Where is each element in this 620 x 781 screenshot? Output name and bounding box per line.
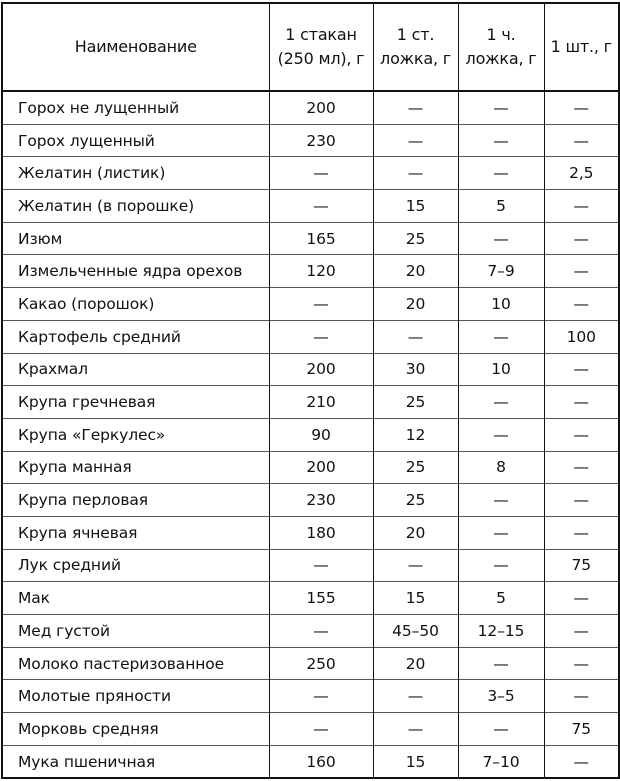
teaspoon-value: — — [458, 516, 544, 549]
piece-value: — — [544, 91, 619, 124]
item-name: Измельченные ядра орехов — [2, 255, 269, 288]
tablespoon-value: — — [373, 320, 458, 353]
piece-value: — — [544, 615, 619, 648]
teaspoon-value: — — [458, 124, 544, 157]
table-row — [2, 484, 619, 517]
tablespoon-value: — — [373, 157, 458, 190]
tablespoon-value: 25 — [373, 386, 458, 419]
header-name: Наименование — [2, 3, 269, 91]
item-name: Крупа манная — [2, 451, 269, 484]
header-teaspoon: 1 ч. ложка, г — [458, 3, 544, 91]
glass-value: — — [269, 320, 373, 353]
table-row — [2, 288, 619, 321]
table-row — [2, 418, 619, 451]
tablespoon-value: 15 — [373, 190, 458, 223]
tablespoon-value: 15 — [373, 582, 458, 615]
piece-value: — — [544, 288, 619, 321]
piece-value: — — [544, 680, 619, 713]
table-row — [2, 386, 619, 419]
teaspoon-value: 8 — [458, 451, 544, 484]
teaspoon-value: — — [458, 418, 544, 451]
table-row — [2, 680, 619, 713]
teaspoon-value: — — [458, 386, 544, 419]
glass-value: 200 — [269, 91, 373, 124]
teaspoon-value: 7–10 — [458, 745, 544, 778]
piece-value: — — [544, 353, 619, 386]
glass-value: 120 — [269, 255, 373, 288]
item-name: Изюм — [2, 222, 269, 255]
tablespoon-value: 12 — [373, 418, 458, 451]
piece-value: — — [544, 745, 619, 778]
glass-value: — — [269, 615, 373, 648]
piece-value: — — [544, 124, 619, 157]
tablespoon-value: — — [373, 713, 458, 746]
tablespoon-value: — — [373, 91, 458, 124]
table-row — [2, 615, 619, 648]
header-row — [2, 3, 619, 91]
teaspoon-value: — — [458, 713, 544, 746]
item-name: Лук средний — [2, 549, 269, 582]
item-name: Мак — [2, 582, 269, 615]
item-name: Какао (порошок) — [2, 288, 269, 321]
piece-value: — — [544, 255, 619, 288]
piece-value: — — [544, 516, 619, 549]
teaspoon-value: 3–5 — [458, 680, 544, 713]
tablespoon-value: 20 — [373, 255, 458, 288]
glass-value: 160 — [269, 745, 373, 778]
table-row — [2, 91, 619, 124]
tablespoon-value: — — [373, 680, 458, 713]
table-row — [2, 222, 619, 255]
glass-value: — — [269, 288, 373, 321]
teaspoon-value: 10 — [458, 288, 544, 321]
teaspoon-value: — — [458, 484, 544, 517]
table-row — [2, 353, 619, 386]
tablespoon-value: 20 — [373, 516, 458, 549]
item-name: Молотые пряности — [2, 680, 269, 713]
piece-value: 75 — [544, 549, 619, 582]
piece-value: 2,5 — [544, 157, 619, 190]
teaspoon-value: — — [458, 647, 544, 680]
piece-value: 100 — [544, 320, 619, 353]
item-name: Горох лущенный — [2, 124, 269, 157]
piece-value: — — [544, 222, 619, 255]
item-name: Молоко пастеризованное — [2, 647, 269, 680]
table-row — [2, 745, 619, 778]
glass-value: — — [269, 549, 373, 582]
table-row — [2, 516, 619, 549]
piece-value: 75 — [544, 713, 619, 746]
item-name: Крупа «Геркулес» — [2, 418, 269, 451]
glass-value: 200 — [269, 353, 373, 386]
item-name: Желатин (в порошке) — [2, 190, 269, 223]
table-body — [2, 91, 619, 778]
item-name: Морковь средняя — [2, 713, 269, 746]
item-name: Горох не лущенный — [18, 98, 180, 117]
glass-value: 180 — [269, 516, 373, 549]
glass-value: 230 — [269, 124, 373, 157]
glass-value: 155 — [269, 582, 373, 615]
tablespoon-value: 20 — [373, 647, 458, 680]
piece-value: — — [544, 582, 619, 615]
tablespoon-value: 20 — [373, 288, 458, 321]
teaspoon-value: 5 — [458, 190, 544, 223]
teaspoon-value: 10 — [458, 353, 544, 386]
tablespoon-value: 25 — [373, 484, 458, 517]
piece-value: — — [544, 484, 619, 517]
glass-value: 165 — [269, 222, 373, 255]
glass-value: 210 — [269, 386, 373, 419]
teaspoon-value: 5 — [458, 582, 544, 615]
item-name: Крупа перловая — [2, 484, 269, 517]
teaspoon-value: — — [458, 320, 544, 353]
item-name: Мука пшеничная — [2, 745, 269, 778]
item-name: Крупа гречневая — [2, 386, 269, 419]
teaspoon-value: 7–9 — [458, 255, 544, 288]
teaspoon-value: — — [458, 91, 544, 124]
table-row — [2, 320, 619, 353]
item-name: Мед густой — [2, 615, 269, 648]
item-name: Крупа ячневая — [2, 516, 269, 549]
table-row — [2, 647, 619, 680]
tablespoon-value: 25 — [373, 222, 458, 255]
tablespoon-value: 15 — [373, 745, 458, 778]
glass-value: 250 — [269, 647, 373, 680]
tablespoon-value: 30 — [373, 353, 458, 386]
header-tablespoon: 1 ст. ложка, г — [373, 3, 458, 91]
table-row — [2, 549, 619, 582]
table-row — [2, 713, 619, 746]
glass-value: — — [269, 713, 373, 746]
table-row — [2, 451, 619, 484]
table-row — [2, 582, 619, 615]
table-row — [2, 157, 619, 190]
header-piece: 1 шт., г — [544, 3, 619, 91]
header-glass: 1 стакан (250 мл), г — [269, 3, 373, 91]
table-row — [2, 190, 619, 223]
glass-value: 90 — [269, 418, 373, 451]
table-row — [2, 255, 619, 288]
piece-value: — — [544, 386, 619, 419]
tablespoon-value: — — [373, 549, 458, 582]
teaspoon-value: 12–15 — [458, 615, 544, 648]
table-row — [2, 124, 619, 157]
tablespoon-value: — — [373, 124, 458, 157]
tablespoon-value: 25 — [373, 451, 458, 484]
teaspoon-value: — — [458, 549, 544, 582]
table-header — [2, 3, 619, 91]
teaspoon-value: — — [458, 157, 544, 190]
glass-value: — — [269, 190, 373, 223]
glass-value: 230 — [269, 484, 373, 517]
item-name: Крахмал — [2, 353, 269, 386]
piece-value: — — [544, 418, 619, 451]
item-name: Картофель средний — [2, 320, 269, 353]
measures-table — [1, 2, 620, 779]
piece-value: — — [544, 190, 619, 223]
teaspoon-value: — — [458, 222, 544, 255]
item-name: Желатин (листик) — [2, 157, 269, 190]
glass-value: — — [269, 680, 373, 713]
glass-value: — — [269, 157, 373, 190]
piece-value: — — [544, 647, 619, 680]
tablespoon-value: 45–50 — [373, 615, 458, 648]
glass-value: 200 — [269, 451, 373, 484]
piece-value: — — [544, 451, 619, 484]
